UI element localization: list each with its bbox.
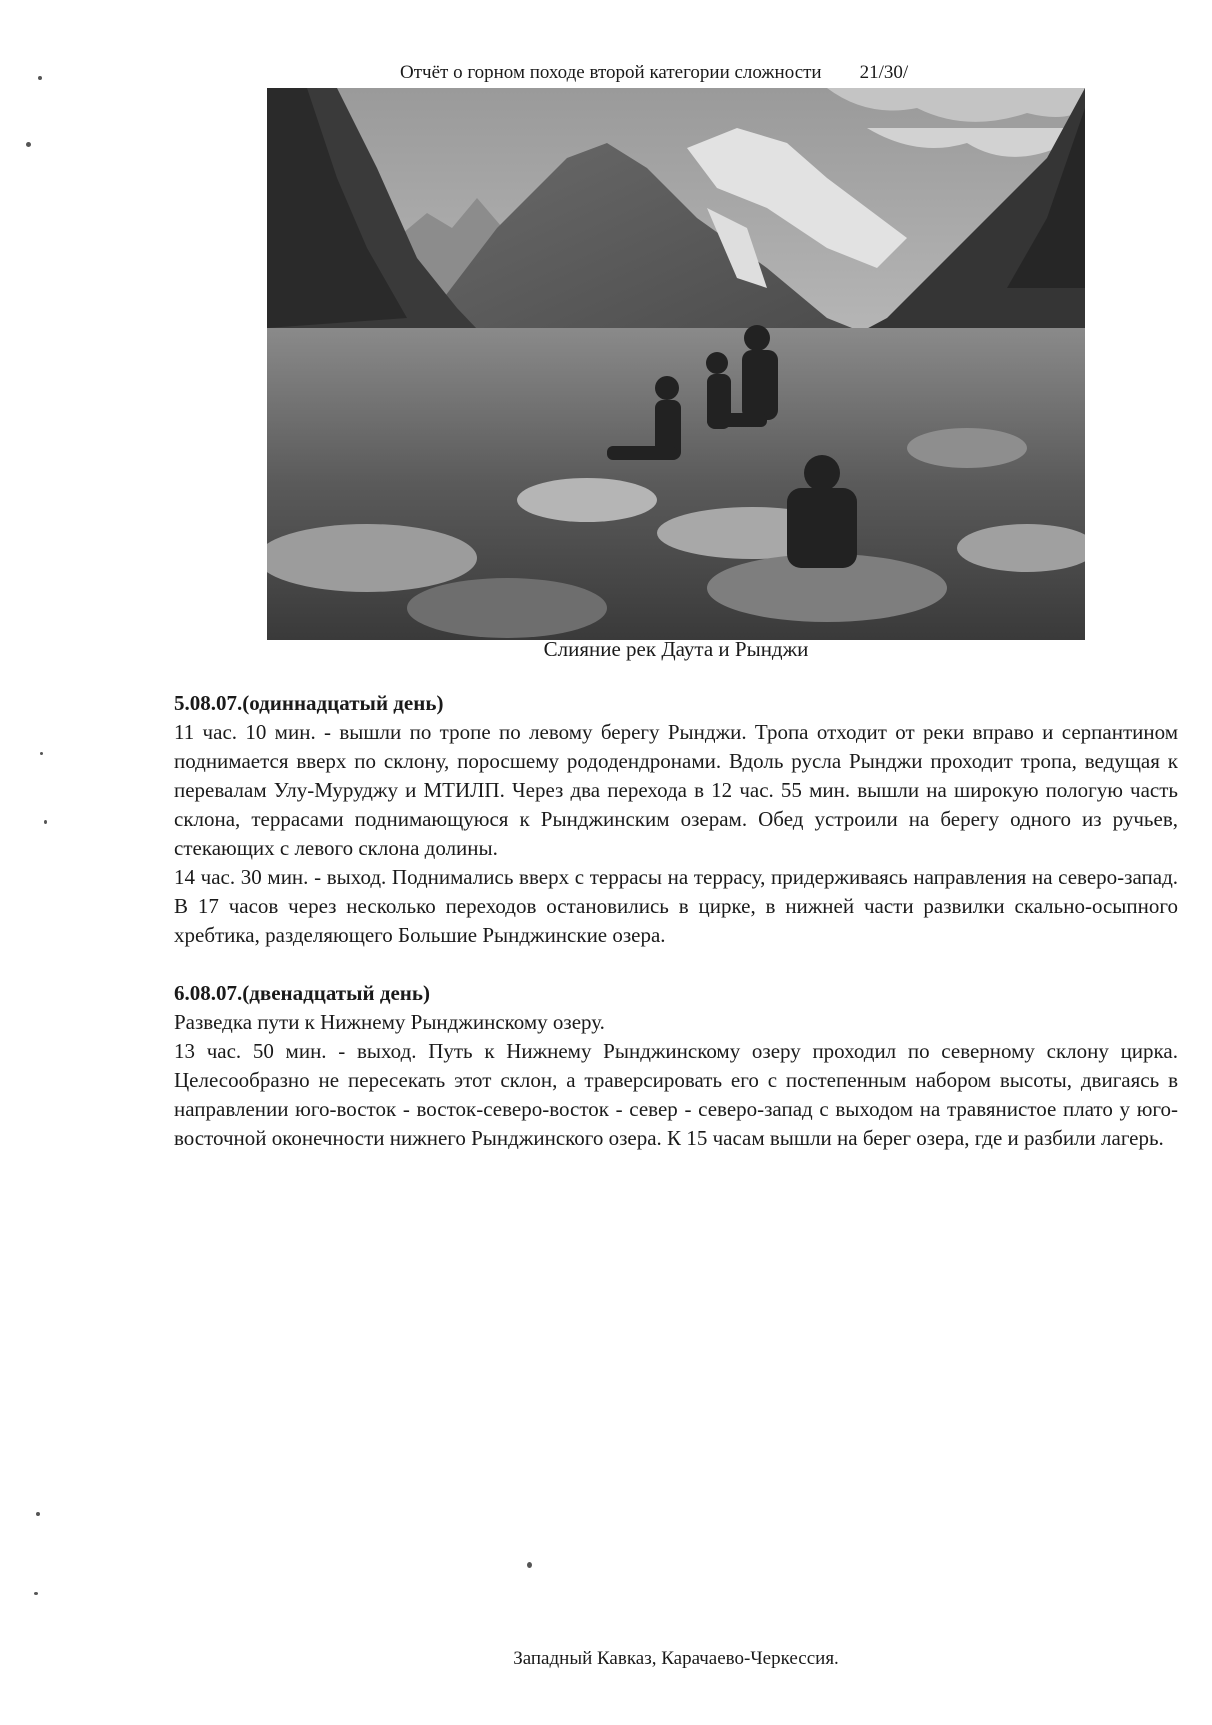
report-title: Отчёт о горном походе второй категории сложности — [400, 62, 822, 83]
day-paragraph: 13 час. 50 мин. - выход. Путь к Нижнему Рынджинскому озеру проходил по северному склону цирка. Целесообразно не пересекать этот склон, а траверсировать его с постепенным набором высоты, двигаясь в направлении юго-восток - восток-северо-восток - север - северо-запад с выходом на травянистое плато у юго-восточной оконечности нижнего Рынджинского озера. К 15 часам вышли на берег озера, где и разбили лагерь. — [174, 1039, 1178, 1150]
day-paragraph: 14 час. 30 мин. - выход. Поднимались вверх с террасы на террасу, придерживаясь направления на северо-запад. В 17 часов через несколько переходов остановились в цирке, в нижней части развилки скально-осыпного хребтика, разделяющего Большие Рынджинские озера. — [174, 865, 1178, 947]
scan-speck — [527, 1562, 532, 1568]
photo-caption: Слияние рек Даута и Рынджи — [543, 637, 809, 661]
day-title: 6.08.07.(двенадцатый день) — [174, 981, 431, 1005]
page-footer: Западный Кавказ, Карачаево-Черкессия. — [513, 1648, 839, 1669]
page-header — [400, 62, 908, 84]
day-paragraph: Разведка пути к Нижнему Рынджинскому озеру. — [174, 1010, 605, 1034]
scan-speck — [38, 76, 42, 80]
day-title: 5.08.07.(одиннадцатый день) — [174, 691, 444, 715]
mountain-valley-photo — [267, 88, 1085, 640]
day-entry — [174, 689, 1178, 950]
scan-speck — [40, 752, 43, 755]
report-body — [174, 689, 1178, 1153]
scan-speck — [36, 1512, 40, 1516]
day-paragraph: 11 час. 10 мин. - вышли по тропе по левому берегу Рынджи. Тропа отходит от реки вправо и серпантином поднимается вверх по склону, поросшему рододендронами. Вдоль русла Рынджи проходит тропа, ведущая к перевалам Улу-Муруджу и МТИЛП. Через два перехода в 12 час. 55 мин. вышли на широкую пологую часть склона, террасами поднимающуюся к Рынджинским озерам. Обед устроили на берегу одного из ручьев, стекающих с левого склона долины. — [174, 720, 1178, 860]
page-number: 21/30/ — [859, 62, 909, 83]
day-entry — [174, 979, 1178, 1153]
scan-speck — [44, 820, 47, 824]
scan-speck — [26, 142, 31, 147]
scan-speck — [34, 1592, 38, 1595]
